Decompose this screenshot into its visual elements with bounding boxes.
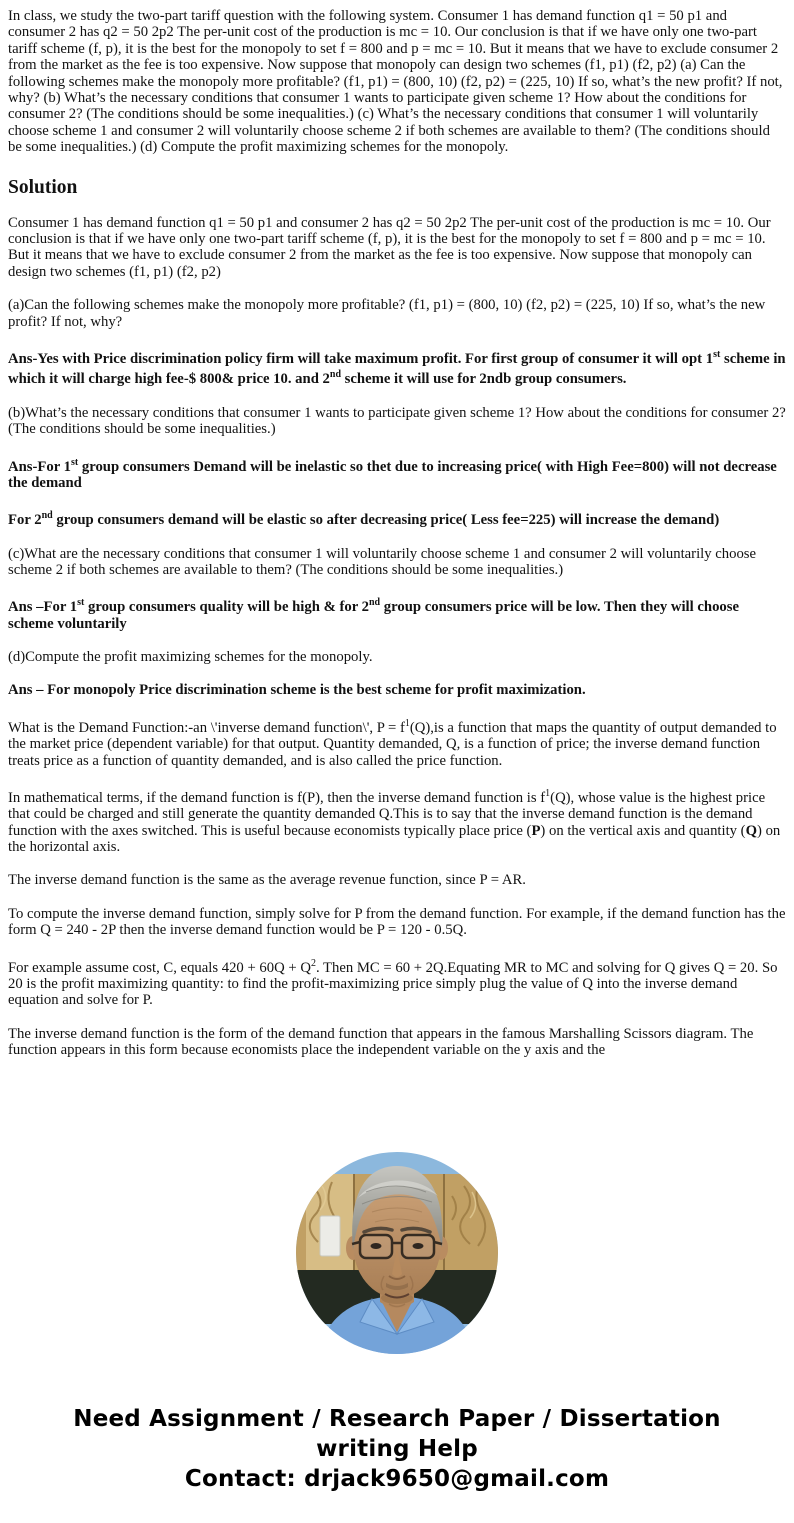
footer-contact [0,1404,794,1494]
footer-line-1: Need Assignment / Research Paper / Dissertation [73,1406,721,1432]
paragraph: For 2nd group consumers demand will be elastic so after decreasing price( Less fee=225) will increase the demand) [8,510,720,529]
solution-heading: Solution [8,176,78,198]
paragraph: To compute the inverse demand function, simply solve for P from the demand function. For example, if the demand function has the form Q = 240 - 2P then the inverse demand function would be P = 120 - 0.5Q. [8,905,786,939]
paragraph: (a)Can the following schemes make the monopoly more profitable? (f1, p1) = (800, 10) (f2, p2) = (225, 10) If so, what’s the new profit? If not, why? [8,297,766,330]
paragraph: (c)What are the necessary conditions that consumer 1 will voluntarily choose scheme 1 and consumer 2 will voluntarily choose scheme 2 if both schemes are available to them? (The conditions should be some inequalities.) [8,545,757,578]
paragraph: Ans-For 1st group consumers Demand will be inelastic so thet due to increasing price( with High Fee=800) will not decrease the demand [8,456,777,491]
paragraph: (d)Compute the profit maximizing schemes for the monopoly. [8,649,373,666]
paragraph: Consumer 1 has demand function q1 = 50 p1 and consumer 2 has q2 = 50 2p2 The per-unit cost of the production is mc = 10. Our conclusion is that if we have only one two-part tariff scheme (f, p), it is the best for the monopoly to set f = 800 and p = mc = 10. But it means that we have to exclude consumer 2 from the market as the fee is too expensive. Now suppose that monopoly can design two schemes (f1, p1) (f2, p2) [8,214,771,280]
paragraph: The inverse demand function is the form of the demand function that appears in the famous Marshalling Scissors diagram. The function appears in this form because economists place the independent variable on the y axis and the [8,1025,754,1059]
footer-line-3: Contact: drjack9650@gmail.com [184,1466,610,1492]
paragraph: Ans –For 1st group consumers quality will be high & for 2nd group consumers price will be low. Then they will choose scheme voluntarily [8,597,739,632]
paragraph: What is the Demand Function:-an \'inverse demand function\', $P = f^1(Q),is$ a function that maps the quantity of output demanded to the market price (dependent variable) for that output. Quantity demanded, Q, is a function of price; the inverse demand function treats price as a function of quantity demanded, and is also called the price function. [8,717,777,769]
footer-line-2: writing Help [316,1436,478,1462]
paragraph: In mathematical terms, if the demand function is f(P), then the inverse demand function is $f^1(Q)$, whose value is the highest price that could be charged and still generate the quantity demanded Q.This is to say that the inverse demand function is the demand function with the axes switched. This is useful because economists typically place price (P) on the vertical axis and quantity (Q) on the horizontal axis. [8,787,781,856]
paragraph: For example assume cost, C, equals $420 + 60Q + Q^2$. Then MC = 60 + 2Q.Equating MR to MC and solving for Q gives Q = 20. So 20 is the profit maximizing quantity: to find the profit-maximizing price simply plug the value of Q into the inverse demand equation and solve for P. [8,957,778,1009]
paragraph: The inverse demand function is the same as the average revenue function, since P = AR. [8,872,526,889]
paragraph: Ans-Yes with Price discrimination policy firm will take maximum profit. For first group of consumer it will opt 1st scheme in which it will charge high fee-$ 800& price 10. and 2nd scheme it will use for 2ndb group consumers. [8,349,786,388]
tutor-avatar [296,1152,498,1354]
paragraph: (b)What’s the necessary conditions that consumer 1 wants to participate given scheme 1? How about the conditions for consumer 2? (The conditions should be some inequalities.) [8,404,786,438]
paragraph: In class, we study the two-part tariff question with the following system. Consumer 1 has demand function q1 = 50 p1 and consumer 2 has q2 = 50 2p2 The per-unit cost of the production is mc = 10. Our conclusion is that if we have only one two-part tariff scheme (f, p), it is the best for the monopoly to set f = 800 and p = mc = 10. But it means that we have to exclude consumer 2 from the market as the fee is too expensive. Now suppose that monopoly can design two schemes (f1, p1) (f2, p2) (a) Can the following schemes make the monopoly more profitable? (f1, p1) = (800, 10) (f2, p2) = (225, 10) If so, what’s the new profit? If not, why? (b) What’s the necessary conditions that consumer 1 wants to participate given scheme 1? How about the conditions for consumer 2? (The conditions should be some inequalities.) (c) What’s the necessary conditions that consumer 1 will voluntarily choose scheme 1 and consumer 2 will voluntarily choose scheme 2 if both schemes are available to them? (The conditions should be some inequalities.) (d) Compute the profit maximizing schemes for the monopoly. [8,8,783,156]
wall-switch-plate [320,1216,340,1256]
tutor-avatar-photo [296,1152,498,1354]
paragraph: Ans – For monopoly Price discrimination scheme is the best scheme for profit maximization. [8,682,586,699]
